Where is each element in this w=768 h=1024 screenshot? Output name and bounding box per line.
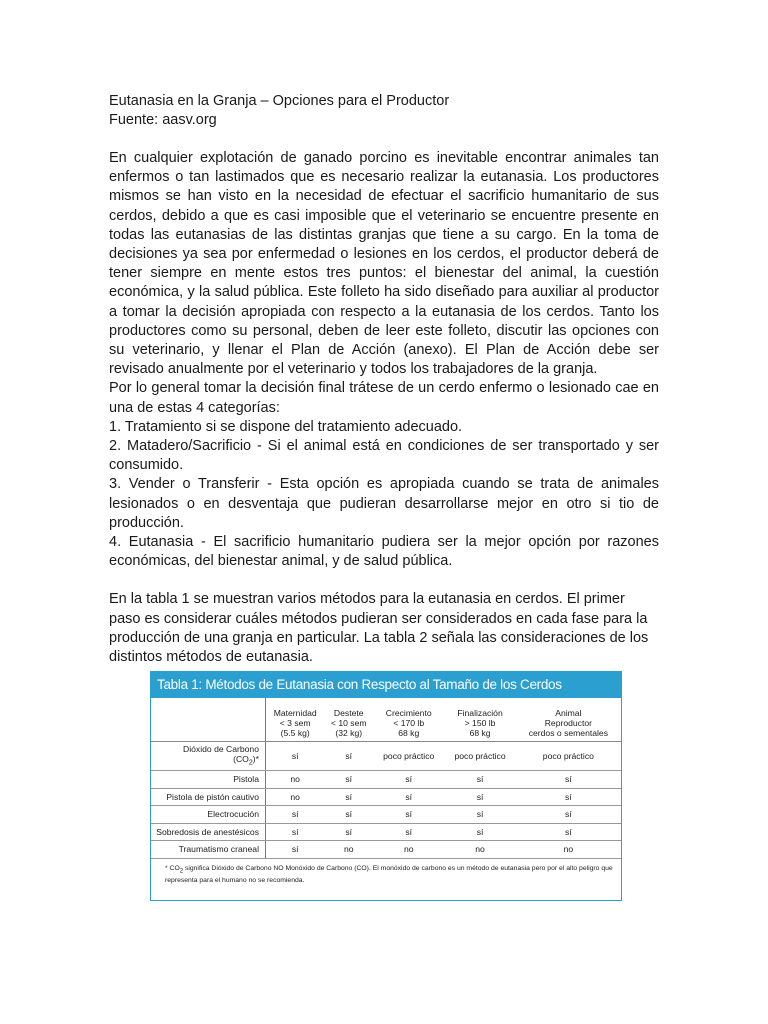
table-cell: sí	[266, 841, 325, 859]
header-destete: Destete < 10 sem (32 kg)	[324, 698, 373, 742]
table-cell: poco práctico	[444, 742, 515, 771]
table-cell: sí	[266, 806, 325, 824]
table-cell: poco práctico	[516, 742, 621, 771]
table-row	[151, 742, 621, 771]
header-maternidad: Maternidad < 3 sem (5.5 kg)	[266, 698, 325, 742]
table-row	[151, 771, 621, 789]
table-cell: no	[266, 771, 325, 789]
paragraph-intro: En cualquier explotación de ganado porcino es inevitable encontrar animales tan enfermos o tan lastimados que es necesario realizar la eutanasia. Los productores mismos se han visto en la necesidad de efectuar el sacrificio humanitario de sus cerdos, debido a que es casi imposible que el veterinario se encuentre presente en todas las eutanasias de las distintas granjas que tiene a su cargo. En la toma de decisiones ya sea por enfermedad o lesiones en los cerdos, el productor deberá de tener siempre en mente estos tres puntos: el bienestar del animal, la cuestión económica, y la salud pública. Este folleto ha sido diseñado para auxiliar al productor a tomar la decisión apropiada con respecto a la eutanasia de los cerdos. Tanto los productores como su personal, deben de leer este folleto, discutir las opciones con su veterinario, y llenar el Plan de Acción (anexo). El Plan de Acción debe ser revisado anualmente por el veterinario y todos los trabajadores de la granja.	[109, 150, 659, 378]
list-item-2: 2. Matadero/Sacrificio - Si el animal está en condiciones de ser transportado y ser consumido.	[109, 438, 659, 474]
methods-grid	[151, 698, 621, 859]
table-cell: sí	[373, 788, 444, 806]
table-cell: no	[324, 841, 373, 859]
table-cell: sí	[324, 806, 373, 824]
table-cell: sí	[516, 823, 621, 841]
row-label-co2: Dióxido de Carbono $(CO_2)*$	[151, 742, 266, 771]
table-cell: sí	[324, 771, 373, 789]
table-cell: sí	[444, 771, 515, 789]
table-cell: sí	[324, 823, 373, 841]
table-cell: sí	[444, 823, 515, 841]
table-cell: sí	[266, 742, 325, 771]
paragraph-table-intro: En la tabla 1 se muestran varios métodos para la eutanasia en cerdos. El primer paso es considerar cuáles métodos pudieran ser considerados en cada fase para la producción de una granja en particular. La tabla 2 señala las consideraciones de los distintos métodos de eutanasia.	[109, 591, 649, 666]
document-body	[109, 92, 659, 668]
row-label: Pistola	[151, 771, 266, 789]
header-finalizacion: Finalización > 150 lb 68 kg	[444, 698, 515, 742]
document-title: Eutanasia en la Granja – Opciones para el Productor	[109, 93, 450, 109]
table-row	[151, 806, 621, 824]
table-row	[151, 788, 621, 806]
table-row	[151, 841, 621, 859]
table-cell: poco práctico	[373, 742, 444, 771]
table-cell: no	[266, 788, 325, 806]
table-row	[151, 823, 621, 841]
table-title: Tabla 1: Métodos de Eutanasia con Respecto al Tamaño de los Cerdos	[151, 672, 621, 698]
table-cell: sí	[516, 771, 621, 789]
table-cell: sí	[444, 788, 515, 806]
document-source: Fuente: aasv.org	[109, 112, 217, 128]
row-label: Traumatismo craneal	[151, 841, 266, 859]
table-cell: sí	[373, 771, 444, 789]
table-cell: no	[373, 841, 444, 859]
table-cell: sí	[324, 788, 373, 806]
table-cell: sí	[373, 823, 444, 841]
table-cell: sí	[266, 823, 325, 841]
table-cell: no	[444, 841, 515, 859]
table-cell: no	[516, 841, 621, 859]
header-crecimiento: Crecimiento < 170 lb 68 kg	[373, 698, 444, 742]
row-label: Electrocución	[151, 806, 266, 824]
methods-table	[150, 671, 622, 901]
table-header-row	[151, 698, 621, 742]
table-cell: sí	[444, 806, 515, 824]
header-empty	[151, 698, 266, 742]
row-label: Pistola de pistón cautivo	[151, 788, 266, 806]
header-animal-reproductor: Animal Reproductor cerdos o sementales	[516, 698, 621, 742]
table-cell: sí	[516, 788, 621, 806]
table-cell: sí	[516, 806, 621, 824]
row-label: Sobredosis de anestésicos	[151, 823, 266, 841]
table-cell: sí	[373, 806, 444, 824]
paragraph-categories: Por lo general tomar la decisión final trátese de un cerdo enfermo o lesionado cae en una de estas 4 categorías:	[109, 380, 659, 416]
list-item-1: 1. Tratamiento si se dispone del tratamiento adecuado.	[109, 418, 463, 435]
list-item-4: 4. Eutanasia - El sacrificio humanitario pudiera ser la mejor opción por razones económicas, del bienestar animal, y de salud pública.	[109, 534, 659, 570]
table-footnote: * $CO_2$ significa Dióxido de Carbono NO Monóxido de Carbono (CO). El monóxido de carbono es un método de eutanasia pero por el alto peligro que representa para el humano no se recomienda.	[165, 864, 613, 885]
list-item-3: 3. Vender o Transferir - Esta opción es apropiada cuando se trata de animales lesionados o en desventaja que pudieran desarrollarse mejor en otro si tio de producción.	[109, 476, 659, 531]
table-cell: sí	[324, 742, 373, 771]
